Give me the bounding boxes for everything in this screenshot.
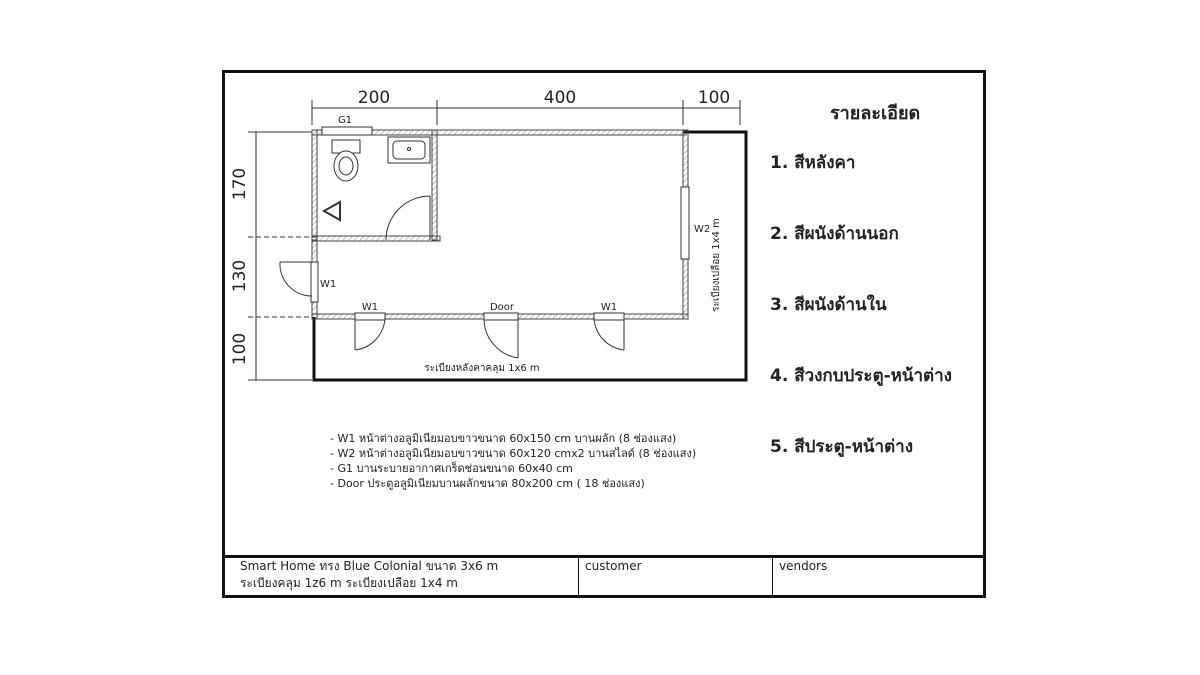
spec-notes xyxy=(330,431,696,491)
label-w1-front-right: W1 xyxy=(600,302,618,313)
detail-roof-color: 1. สีหลังคา xyxy=(770,153,856,173)
dim-top-400: 400 xyxy=(543,88,577,108)
dim-left-100: 100 xyxy=(230,332,250,366)
shower-icon xyxy=(324,202,340,220)
dim-left-130: 130 xyxy=(230,259,250,293)
project-line-2: ระเบียงคลุม 1z6 m ระเบียงเปลือย 1x4 m xyxy=(240,576,458,590)
dim-top-200: 200 xyxy=(357,88,391,108)
project-line-1: Smart Home ทรง Blue Colonial ขนาด 3x6 m xyxy=(240,559,499,573)
dim-left-170: 170 xyxy=(230,167,250,201)
customer-label: customer xyxy=(585,559,642,573)
detail-door-window-color: 5. สีประตู-หน้าต่าง xyxy=(770,437,913,457)
title-block-vendors xyxy=(772,558,979,598)
detail-frame-color: 4. สีวงกบประตู-หน้าต่าง xyxy=(770,366,952,386)
left-dimension-lines xyxy=(248,132,312,380)
label-w1-side: W1 xyxy=(320,279,337,290)
label-door: Door xyxy=(489,302,515,313)
title-block-customer xyxy=(578,558,779,598)
window-w2 xyxy=(681,187,689,259)
sink-icon xyxy=(388,137,430,163)
window-w1-front-left xyxy=(355,313,385,350)
bathroom-door xyxy=(386,196,430,240)
toilet-icon xyxy=(332,140,360,181)
detail-interior-wall-color: 3. สีผนังด้านใน xyxy=(770,295,887,315)
details-heading: รายละเอียด xyxy=(830,103,921,124)
detail-exterior-wall-color: 2. สีผนังด้านนอก xyxy=(770,224,899,244)
vendors-label: vendors xyxy=(779,559,828,573)
label-front-terrace: ระเบียงหลังคาคลุม 1x6 m xyxy=(424,363,540,374)
label-side-terrace: ระเบียงเปลือย 1x4 m xyxy=(711,218,722,312)
window-w1-side xyxy=(280,262,318,302)
note-g1: - G1 บานระบายอากาศเกร็ดช่อนขนาด 60x40 cm xyxy=(330,461,696,476)
dim-top-100: 100 xyxy=(697,88,731,108)
label-g1: G1 xyxy=(337,115,353,126)
main-door xyxy=(484,313,518,358)
title-block-project xyxy=(240,558,580,598)
house-walls xyxy=(312,130,688,319)
title-block xyxy=(222,555,986,598)
label-w2: W2 xyxy=(694,224,711,235)
window-w1-front-right xyxy=(594,313,624,350)
details-panel xyxy=(770,98,970,504)
note-w1: - W1 หน้าต่างอลูมิเนียมอบขาวขนาด 60x150 cm บานผลัก (8 ช่องแสง) xyxy=(330,431,696,446)
label-w1-front-left: W1 xyxy=(361,302,379,313)
note-w2: - W2 หน้าต่างอลูมิเนียมอบขาวขนาด 60x120 cmx2 บานสไลด์ (8 ช่องแสง) xyxy=(330,446,696,461)
vent-g1 xyxy=(322,127,372,135)
note-door: - Door ประตูอลูมิเนียมบานผลักขนาด 80x200 cm ( 18 ช่องแสง) xyxy=(330,476,696,491)
